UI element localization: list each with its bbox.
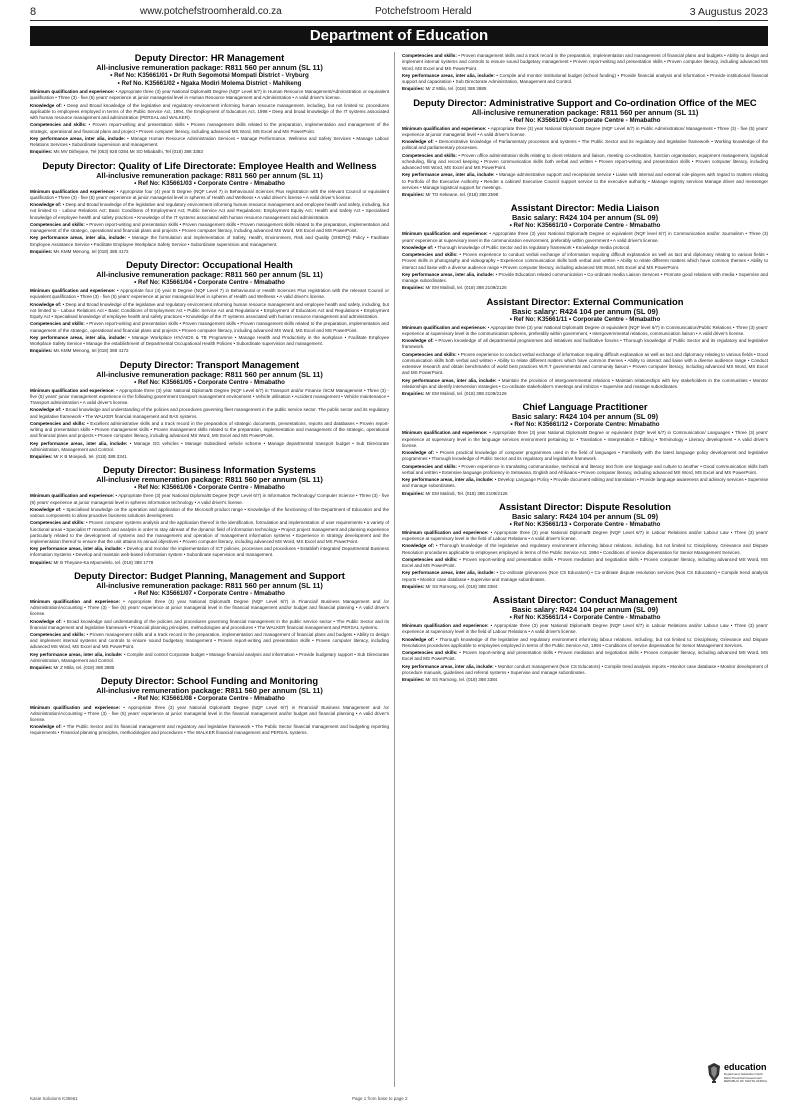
- paragraph-body: • Manage the formulation and implementation of Safety, Health, Environment, Risk and Quality (SHERQ) Policy • Facilitate Employee Assistance Service • Facilitate Employee Workplace Safety Service • Subordinate supervision and management.: [30, 235, 389, 247]
- paragraph-heading: Key performance areas, inter alia, include:: [402, 570, 495, 576]
- paragraph-heading: Key performance areas, inter alia, include:: [30, 235, 127, 241]
- paragraph-heading: Enquiries:: [402, 192, 425, 197]
- paragraph-heading: Key performance areas, inter alia, include:: [402, 172, 495, 178]
- requirement-paragraph: [402, 352, 768, 377]
- paragraph-heading: Competencies and skills:: [30, 321, 85, 327]
- paragraph-heading: Knowledge of:: [30, 407, 62, 413]
- job-advert: [30, 52, 389, 156]
- paragraph-body: • Deep and Broad knowledge of the legislative and regulatory environment informing human resource management, including, but not limited to: procedures applicable to employees employed in terms of the Public Service Act, 1994, the Employment of Educators Act, 1998 • Deep and broad knowledge of the IT systems associated with human resource management and administration (PERSAL and WALKER).: [30, 102, 389, 120]
- paragraph-heading: Key performance areas, inter alia, include:: [30, 440, 128, 446]
- job-title: Deputy Director: Occupational Health: [126, 259, 293, 270]
- remuneration-package: Basic salary: R424 104 per annum (SL 09): [511, 412, 659, 422]
- requirement-paragraph: [402, 584, 768, 590]
- paragraph-heading: Competencies and skills:: [402, 152, 457, 158]
- reference-number: • Ref No: K35661/10 • Corporate Centre - Mmabatho: [509, 222, 661, 230]
- job-title: Deputy Director: School Funding and Monitoring: [100, 675, 319, 687]
- job-advert: [402, 501, 768, 590]
- paragraph-body: • Proven report-writing and presentation skills • Proven mediation and negotiation skills • Proven computer literacy, including advanced MS Word, MS Excel and MS PowerPoint.: [402, 556, 768, 568]
- paragraph-heading: Enquiries:: [30, 348, 53, 354]
- job-title: Chief Language Practitioner: [522, 401, 648, 413]
- paragraph-heading: Minimum qualification and experience:: [30, 89, 115, 95]
- paragraph-body: • Proven management skills and a track record in the preparation, implementation and management of financial plans and budgets • Ability to design and implement internal systems and controls to ensure sound budgetary management • Proven report-writing and presentation skills • Proven computer literacy, including advanced MS Word, MS Excel and MS PowerPoint.: [402, 53, 768, 71]
- requirement-paragraph: [30, 103, 389, 121]
- paragraph-body: • Appropriate three (3) year National Diploma/B Degree or equivalent (NQF level 6/7) in Communication and/or Journalism • Three (3) years' experience at supervisory level in the communication environment, preferably within government • A valid driver's license.: [402, 231, 768, 243]
- job-advert: [30, 359, 389, 461]
- paragraph-body: • Appropriate four (4) year B Degree (NQF Level 7) in Behavioural Sciences Plus registration with the relevant Council or equivalent qualification • Three (3) - five (5) years' experience at junior managerial level in spheres of Health and Wellness • A valid driver's license • A valid driver's license.: [30, 188, 389, 200]
- remuneration-package: Basic salary: R424 104 per annum (SL 09): [511, 213, 659, 223]
- remuneration-package: All-inclusive remuneration package: R811 560 per annum (SL 11): [96, 63, 323, 72]
- logo-word: education: [724, 1062, 767, 1072]
- paragraph-heading: Enquiries:: [402, 391, 425, 396]
- requirement-paragraph: [402, 325, 768, 337]
- reference-number: • Ref No: K35661/01 • Dr Ruth Segomotsi Mompati District - Vryburg: [110, 72, 309, 79]
- paragraph-heading: Competencies and skills:: [402, 252, 458, 258]
- paragraph-heading: Competencies and skills:: [30, 221, 85, 227]
- remuneration-package: All-inclusive remuneration package: R811 560 per annum (SL 11): [471, 107, 699, 117]
- paragraph-heading: Enquiries:: [30, 149, 53, 155]
- paragraph-body: • Appropriate three (3) year National Diploma/B Degree (NQF Level 6/7) in Information Technology/ Computer Science • Three (3) - five (5) years' experience at junior managerial level in spheres information technology • A valid driver's license.: [30, 493, 389, 505]
- paragraph-heading: Key performance areas, inter alia, include:: [402, 477, 494, 482]
- paragraph-body: • Proven computer systems analysis and the application thereof in the identification, formulation and implementation of user requirements • a variety of functional areas • Specialist IT research and analysis in order to stay abreast of the dynamic field of information technology • Project project management and planning experience particularly related to the development of systems and the management and operation of management information systems • Experience in strategy development and the implementation thereof to ensure that the unit attains its annual objectives • Proven computer literacy, including advanced MS Word, MS Excel and MS PowerPoint.: [30, 520, 389, 544]
- paragraph-body: • Thorough knowledge of the legislative and regulatory environment informing labour relations, including, but not limited to: Disciplinary, Grievance and Dispute Resolution procedures applicable to employees employed in terms of the Public Service Act, 1994 • Conditions of service dispensation for Senior Management Services.: [402, 543, 768, 555]
- paragraph-heading: Minimum qualification and experience:: [402, 125, 487, 131]
- requirement-paragraph: [30, 302, 389, 320]
- paragraph-body: • Appropriate three (3) year National Diploma/B Degree (NQF Level 6/7) in Financial/ Business Management and /or Administration/Accounting • Three (3) - five (5) years' experience at junior managerial level in the financial management and/or budget and financial planning • A valid driver's license.: [30, 599, 389, 617]
- paragraph-body: • Proven report-writing and presentation skills • Proven management skills related to the preparation, implementation and management of the strategic, operational and financial plans and project • Proven computer literacy, including advanced MS Word, MS Excel and MS PowerPoint.: [30, 122, 389, 134]
- paragraph-body: • Thorough knowledge of the legislative and regulatory environment informing labour relations, including, but not limited to: Disciplinary, Grievance and Dispute Resolutions procedures applicable to employees employed in terms of the Public Service Act, 1994 • Conditions of service dispensation for Senior Management Services.: [402, 636, 768, 648]
- paragraph-heading: Competencies and skills:: [30, 122, 87, 128]
- paragraph-heading: Knowledge of:: [402, 450, 435, 455]
- paragraph-body: • Compile and monitor institutional budget (school funding) • Provide financial analysis and information • Provide institutional financial support and capacitation • Sub Directorate Administration, Management and Control.: [402, 72, 768, 84]
- job-title: Assistant Director: External Communication: [486, 295, 684, 307]
- requirement-paragraph: [402, 245, 768, 251]
- paragraph-body: • Demonstrative knowledge of Parliamentary processes and systems • The Public Sector and its regulatory and legislative framework • Working knowledge of the political and parliamentary processes.: [402, 139, 768, 151]
- requirement-paragraph: [30, 546, 389, 558]
- paragraph-body: • Broad knowledge and understanding of the policies and procedures governing financial management in the public service sector • The Public Sector and its financial management and legislative framework • Financial planning principles, methodologies and procedures • The WALKER financial management and PERSAL systems.: [30, 618, 389, 630]
- job-advert: [402, 53, 768, 92]
- requirement-paragraph: [402, 677, 768, 683]
- requirement-paragraph: [30, 348, 389, 354]
- paragraph-body: • Appropriate four (4) year B Degree (NQF Level 7) in Behavioural or Health Sciences Plus registration with the relevant Council or equivalent qualification • Three (3) - five (5) years' experience at junior managerial level in spheres of Health and Wellness • A valid driver's license.: [30, 288, 389, 300]
- paragraph-body: • Develop Language Policy • Provide document editing and translation • Provide language awareness and advisory services • Supervise and manage subordinates.: [402, 477, 768, 489]
- job-title: Assistant Director: Conduct Management: [492, 594, 678, 605]
- job-advert: [30, 570, 389, 672]
- page-number: 8: [30, 6, 37, 18]
- job-advert: [30, 464, 389, 566]
- requirement-paragraph: [30, 493, 389, 505]
- requirement-paragraph: [402, 192, 768, 198]
- paragraph-heading: Minimum qualification and experience:: [30, 188, 116, 194]
- paragraph-heading: Knowledge of:: [402, 543, 434, 549]
- paragraph-body: • Broad knowledge and understanding of the policies and procedures governing fleet management in the public service sector. The public sector and its regulatory and legislative framework • The WALKER financial management and BAS systems.: [30, 407, 389, 419]
- requirement-paragraph: [30, 407, 389, 419]
- paragraph-body: • Proven knowledge of all departmental programmes and initiatives and facilitative forums • Thorough knowledge of Public Sector and its regulatory and legislative framework.: [402, 338, 768, 350]
- paragraph-body: • Proven office administration skills relating to client relations and liaison, meeting co-ordination, function organisation, equipment management, logistical scheduling, filing and record keeping • Proven communication skills both verbal and written • Proven report-writing and presentation skills • Proven computer literacy, including advanced MS Word, MS Excel and MS PowerPoint.: [402, 152, 768, 170]
- footer-reference: Kasie Solutions K35661: [30, 1096, 78, 1101]
- requirement-paragraph: [30, 89, 389, 101]
- reference-number: • Ref No: K35661/04 • Corporate Centre - Mmabatho: [134, 279, 285, 286]
- requirement-paragraph: [402, 637, 768, 649]
- paragraph-body: • Proven experience to conduct verbal exchange of information requiring difficult explanation as well as tact and diplomacy relating to various fields • Proven skills in photography and videography • Experience communication skills both verbal and written • Ability to relate different matters which have common themes • Ability to interact and liaise with a diverse audience range • Proven computer literacy, including advanced MS Word, MS Excel and MS PowerPoint.: [402, 252, 768, 270]
- newspaper-name: Potchefstroom Herald: [375, 6, 472, 17]
- paragraph-body: • Maintain the provision of intergovernmental relations • Maintain relationships with key stakeholders in the communities • Monitor relationships and identify intervention strategies • Co-ordinate stakeholder's meetings and imbizos • Supervise and manage subordinates.: [402, 377, 768, 389]
- job-title: Assistant Director: Media Liaison: [510, 202, 660, 214]
- paragraph-body: • Manage administrative support and receptionist service • Liaise with internal and external role-players with regard to matters relating to Portfolio of the Executive Authority • Render a cabinet/ Executive Council support service to the executive authority • Manage registry services Manage driver and messenger services • Manage logistical support for meetings.: [402, 172, 768, 190]
- paragraph-heading: Key performance areas, inter alia, include:: [30, 334, 127, 340]
- remuneration-package: All-inclusive remuneration package: R811 560 per annum (SL 11): [96, 170, 323, 180]
- remuneration-package: All-inclusive remuneration package: R811 560 per annum (SL 11): [96, 580, 323, 590]
- requirement-paragraph: [402, 285, 768, 291]
- paragraph-heading: Minimum qualification and experience:: [402, 324, 487, 330]
- paragraph-heading: Minimum qualification and experience:: [402, 231, 488, 237]
- job-advert: [402, 202, 768, 291]
- requirement-paragraph: [30, 222, 389, 234]
- requirement-paragraph: [402, 650, 768, 662]
- paragraph-heading: Key performance areas, inter alia, include:: [402, 377, 497, 383]
- paragraph-heading: Knowledge of:: [30, 102, 62, 108]
- paragraph-heading: Knowledge of:: [30, 618, 62, 624]
- paragraph-body: • Proven experience to conduct verbal exchange of information requiring difficult explanation as well as tact and diplomacy relating to various fields • Good communication skills both verbal and written • Ability to relate different matters which have common themes • Ability to interact and liaise with a diverse audience range • Conduct extensive research and obtain benchmarks of world best practices W.R.T governmental and community liaison • Proven computer literacy, including advanced MS Word, MS Excel and MS PowerPoint.: [402, 351, 768, 376]
- paragraph-body: • Thorough knowledge of Public Sector and its regulatory framework • Knowledge media protocol.: [433, 244, 631, 250]
- paragraph-body: • Appropriate three (3) year National Diploma/B Degree or equivalent (NQF level 6/7) in Communication/ Languages • Three (3) years' experience at supervisory level in the language services environment pertaining to: • Translation • Interpretation • Editing • Terminology • Literacy development • A valid driver's license.: [402, 430, 768, 448]
- paragraph-body: • The Public Sector and its financial management and regulatory and legislative framework • The Public Sector financial management and budgeting reporting requirements • Financial planning principles, methodologies and procedures • The WALKER financial management and PERSAL systems.: [30, 724, 389, 736]
- reference-number: • Ref No: K35661/06 • Corporate Centre - Mmabatho: [134, 484, 285, 492]
- paragraph-heading: Enquiries:: [30, 454, 53, 459]
- footer-page-info: Page 1 from base to page 2: [352, 1096, 408, 1101]
- requirement-paragraph: [402, 126, 768, 138]
- paragraph-body: Ms KMM Menong, tel (018) 388 4172: [52, 248, 129, 254]
- left-column: [30, 52, 395, 1087]
- requirement-paragraph: [30, 189, 389, 201]
- paragraph-heading: Knowledge of:: [30, 506, 62, 512]
- requirement-paragraph: [30, 136, 389, 148]
- remuneration-package: Basic salary: R424 104 per annum (SL 09): [511, 511, 659, 521]
- paragraph-heading: Minimum qualification and experience:: [30, 387, 115, 393]
- requirement-paragraph: [30, 705, 389, 723]
- paragraph-body: Mr EM Malindi, tel. (018) 388 2109/2126: [424, 285, 507, 291]
- reference-number: • Ref No: K35661/14 • Corporate Centre - Mmabatho: [509, 614, 661, 621]
- paragraph-body: • Appropriate three (3) year National Diploma/B Degree (NQF Level 6/7) in Labour Relations and/or Labour Law • Three (3) years' experience at supervisory level in the field of Labour Relations • A valid driver's license.: [402, 529, 768, 541]
- paragraph-body: Mr EM Malindi, Tel. (018) 388 2109/2126: [424, 490, 508, 496]
- paragraph-heading: Knowledge of:: [30, 202, 62, 208]
- requirement-paragraph: [30, 321, 389, 333]
- reference-number: • Ref No. K35661/02 • Ngaka Modiri Molema District - Mahikeng: [117, 80, 302, 87]
- requirement-paragraph: [402, 464, 768, 476]
- remuneration-package: All-inclusive remuneration package: R811 560 per annum (SL 11): [96, 686, 323, 696]
- paragraph-body: • Appropriate three (3) year National Diploma/B Degree (NQF Level 6/7) in Human Resource Management/Administration or equivalent qualification • Three (3) - five (5) years' experience at junior managerial level in Human Resource Management and Administration • A valid driver's license.: [30, 89, 390, 101]
- paragraph-heading: Enquiries:: [30, 559, 53, 565]
- requirement-paragraph: [402, 231, 768, 243]
- paragraph-heading: Knowledge of:: [30, 724, 62, 730]
- paragraph-body: Mr Z Mtila, tel. (018) 388 3885: [52, 665, 115, 671]
- requirement-paragraph: [30, 724, 389, 736]
- reference-number: • Ref No: K35661/03 • Corporate Centre - Mmabatho: [134, 179, 285, 187]
- paragraph-heading: Key performance areas, inter alia, include:: [30, 135, 126, 141]
- job-advert: [30, 259, 389, 355]
- paragraph-body: Mr Z Mtila, tel. (018) 388 3885: [424, 86, 487, 92]
- paragraph-heading: Key performance areas, inter alia, include:: [30, 546, 123, 552]
- requirement-paragraph: [402, 477, 768, 489]
- paragraph-heading: Minimum qualification and experience:: [30, 493, 115, 499]
- requirement-paragraph: [402, 530, 768, 542]
- coat-of-arms-icon: [706, 1062, 722, 1084]
- paragraph-body: • Specialised knowledge on the operation and application of the Microsoft product range • Knowledge of the functioning of the Department of Education and the various components to allow proactive business solutions development.: [30, 506, 389, 518]
- paragraph-heading: Competencies and skills:: [402, 351, 457, 357]
- reference-number: • Ref No: K35661/11 • Corporate Centre - Mmabatho: [509, 315, 661, 323]
- reference-number: • Ref No: K35661/07 • Corporate Centre - Mmabatho: [134, 589, 285, 597]
- paragraph-body: Mr SS Ramong, tel. (018) 388 3384: [424, 677, 498, 683]
- job-advert: [402, 594, 768, 683]
- paragraph-heading: Minimum qualification and experience:: [30, 704, 120, 710]
- requirement-paragraph: [30, 388, 389, 406]
- paragraph-body: • Manage Human Resource Administration Services • Manage Performance, Wellness and Safety Services • Manage Labour Relations Services • Subordinate supervision and management.: [30, 135, 389, 147]
- paragraph-body: • Appropriate three (3) year National Diploma/B Degree (NQF Level 6/7) in Transport and/or Finance /SCM Management • Three (3) - five (5) years' junior management experience in the following government transport management environment • Vehicle utilisation • Accident management • Vehicle maintenance • Transport administration • A valid driver's license.: [30, 387, 389, 405]
- requirement-paragraph: [30, 652, 389, 664]
- paragraph-body: • Proven practical knowledge of computer programmes used in the field of languages • Familiarity with the latest language policy development and legislative programmes • Thorough knowledge of Public Sector and its regulatory and legislative framework.: [402, 450, 768, 462]
- remuneration-package: All-inclusive remuneration package: R811 560 per annum (SL 11): [96, 475, 323, 485]
- requirement-paragraph: [30, 249, 389, 255]
- job-advert: [30, 160, 389, 256]
- paragraph-heading: Minimum qualification and experience:: [402, 529, 489, 535]
- job-title: Deputy Director: Business Information Systems: [102, 464, 317, 476]
- remuneration-package: Basic salary: R424 104 per annum (SL 09): [511, 306, 659, 316]
- paragraph-body: • Manage Workplace HIV/AIDS & TB Programme • Manage Health and Productivity in the workplace • Facilitate Employee Workplace Safety Service • Manage the establishment of Departmental Occupational Health Policies • Subordinate supervision and management.: [30, 334, 390, 346]
- requirement-paragraph: [402, 338, 768, 350]
- paragraph-body: Ms MV Dithejane, Tel (053) 928 0284 Mr SD Mbabathi, Tel (018) 388 3383: [52, 149, 203, 155]
- job-title: Deputy Director: Quality of Life Directorate: Employee Health and Wellness: [42, 159, 377, 171]
- paragraph-heading: Minimum qualification and experience:: [402, 623, 489, 629]
- page-header: [30, 4, 768, 20]
- requirement-paragraph: [30, 441, 389, 453]
- paragraph-body: • Manage GG vehicles • Manage Subsidised vehicle scheme • Manage departmental transport budget • Sub Directorate Administration, Management and Control.: [30, 440, 389, 452]
- paragraph-body: • Proven management skills and a track record in the preparation, implementation and management of financial plans and budgets • Ability to design and implement internal systems and controls to ensure sound budgetary management • Proven report-writing and presentation skills • Proven computer literacy, including advanced MS Word, MS Excel and MS PowerPoint.: [30, 632, 389, 650]
- job-title: Deputy Director: Transport Management: [119, 358, 300, 370]
- paragraph-heading: Enquiries:: [30, 248, 53, 254]
- paragraph-body: Mr B Theyane-Ka Mpumelelo, tel. (018) 388 1778: [52, 559, 154, 565]
- paragraph-body: Ms KMM Menong, tel (018) 388 4172: [52, 348, 129, 354]
- paragraph-heading: Competencies and skills:: [402, 556, 458, 562]
- remuneration-package: All-inclusive remuneration package: R811 560 per annum (SL 11): [96, 369, 323, 379]
- paragraph-body: • Develop and monitor the implementation of ICT policies, processes and procedures • Establish integrated Departmental Business Information Systems • Develop and maintain web-based information system • Subordinate supervision and management.: [30, 546, 390, 558]
- logo-subtitle: Department: Education North West Provincial Government REPUBLIC OF SOUTH AFRICA: [724, 1072, 768, 1084]
- paragraph-heading: Enquiries:: [402, 490, 425, 496]
- requirement-paragraph: [402, 450, 768, 462]
- requirement-paragraph: [402, 252, 768, 270]
- paragraph-body: • Proven experience in translating communicative, technical and literacy text from one language and culture to another • Good communication skills both verbal and written • Extensive language proficiency in Setswana, English and Afrikaans • Proven computer literacy, including advanced MS Word, MS Excel and MS PowerPoint.: [402, 463, 768, 475]
- website-url[interactable]: www.potchefstroomherald.co.za: [140, 6, 282, 17]
- job-advert: [30, 675, 389, 736]
- paragraph-body: • Provide Education related communication • Co-ordinate media Liaison Services • Promote good relations with media • Supervise and manage subordinates.: [402, 271, 768, 283]
- paragraph-heading: Knowledge of:: [402, 244, 434, 250]
- requirement-paragraph: [30, 122, 389, 134]
- remuneration-package: Basic salary: R424 104 per annum (SL 09): [511, 605, 659, 614]
- paragraph-body: • Deep and Broad knowledge of the legislative and regulatory environment informing human resource management and employee health and safety, including, but not limited to - Labour Relations Act • Basic Conditions of Employment Act • Public Service Act and Regulations • Employment of Educators Act and Regulations • Employment Equity Act • Specialised knowledge of employee health and safety practices • Knowledge of the IT systems associated with human resource management and administration.: [30, 301, 389, 319]
- requirement-paragraph: [30, 560, 389, 566]
- paragraph-body: • Deep and Broad knowledge of the legislative and regulatory environment informing human resource management and employee health and safety, including, but not limited to - Labour Relations Act; Basic Conditions of Employment Act; Public Service Act and Regulations; Employment Equity Act; Health and Safety Act • Specialised knowledge of employee health and safety practices • Knowledge of the IT systems associated with human resource management and administration.: [30, 202, 389, 220]
- reference-number: • Ref No: K35661/09 • Corporate Centre - Mmabatho: [509, 116, 661, 124]
- job-advert: [402, 296, 768, 398]
- paragraph-heading: Competencies and skills:: [30, 520, 85, 526]
- paragraph-heading: Knowledge of:: [402, 139, 434, 145]
- paragraph-body: Mr SS Ramong, tel. (018) 388 3384: [424, 583, 498, 589]
- job-advert: [402, 97, 768, 199]
- header-divider: [30, 20, 768, 21]
- reference-number: • Ref No: K35661/13 • Corporate Centre - Mmabatho: [509, 520, 661, 528]
- paragraph-body: • Monitor conduct management (Non CS Educators) • Compile trend analysis reports • Monitor case database • Monitor development of procedure manuals, guidelines and referral systems • Supervise and manage subordinates.: [402, 663, 768, 675]
- paragraph-heading: Enquiries:: [30, 665, 53, 671]
- paragraph-body: Mr K B Moepedi, tel. (018) 388 3341: [52, 454, 127, 459]
- requirement-paragraph: [402, 172, 768, 190]
- requirement-paragraph: [402, 378, 768, 390]
- paragraph-heading: Minimum qualification and experience:: [402, 430, 488, 436]
- paragraph-heading: Minimum qualification and experience:: [30, 599, 120, 604]
- paragraph-body: • Excellent administrative skills and a track record in the preparation of strategic documents, presentations, reports and databases • Proven report-writing and presentation skills • Proven management skills • Proven management skills related to the preparation, implementation and management of the strategic, operational and financial plans and projects • Proven computer literacy, including advanced MS Word, MS Excel and MS PowerPoint.: [30, 420, 389, 439]
- requirement-paragraph: [402, 491, 768, 497]
- requirement-paragraph: [402, 664, 768, 676]
- requirement-paragraph: [30, 454, 389, 460]
- paragraph-heading: Knowledge of:: [402, 338, 434, 344]
- requirement-paragraph: [30, 202, 389, 220]
- requirement-paragraph: [30, 599, 389, 617]
- paragraph-body: • Proven report-writing and presentation skills • Proven management skills • Proven management skills related to the preparation, implementation and management of the strategic, operational and financial plans and projects • Proven computer literacy, including advanced MS Word, MS Excel and MS PowerPoint.: [30, 321, 389, 333]
- paragraph-heading: Key performance areas, inter alia, include:: [402, 72, 495, 78]
- reference-number: • Ref No: K35661/05 • Corporate Centre - Mmabatho: [134, 378, 285, 386]
- education-logo: [706, 1062, 768, 1092]
- paragraph-body: • Compile and control Corporate budget • Manage financial analysis and information • Provide budgetary support • Sub Directorate Administration, Management and Control.: [30, 651, 389, 663]
- paragraph-heading: Knowledge of:: [30, 301, 62, 307]
- paragraph-body: Mr TO Kekeane, tel. (018) 388 2598: [424, 192, 499, 197]
- paragraph-heading: Competencies and skills:: [402, 463, 457, 469]
- job-title: Deputy Director: Administrative Support and Co-ordination Office of the MEC: [413, 96, 757, 108]
- paragraph-body: • Appropriate three (3) year National Diploma/B Degree (NQF Level 6/7) in Labour Relations and/or Labour Law • Three (3) years' experience at supervisory level in the field of Labour Relations • A valid driver's license.: [402, 623, 768, 635]
- requirement-paragraph: [30, 632, 389, 650]
- job-title: Deputy Director: Budget Planning, Management and Support: [74, 569, 345, 581]
- requirement-paragraph: [402, 73, 768, 85]
- requirement-paragraph: [30, 665, 389, 671]
- paragraph-heading: Enquiries:: [402, 86, 425, 92]
- paragraph-heading: Key performance areas, inter alia, include:: [402, 663, 494, 669]
- requirement-paragraph: [402, 430, 768, 448]
- requirement-paragraph: [30, 507, 389, 519]
- paragraph-body: • Appropriate three (3) year National Diploma/B Degree (NQF Level 6/7) in Financial/ Business Management and /or Administration/Accounting • Three (3) - five (5) years' experience at junior managerial level in the financial management and/or budget and financial planning • A valid driver's license.: [30, 704, 389, 722]
- paragraph-heading: Minimum qualification and experience:: [30, 288, 116, 294]
- paragraph-heading: Competencies and skills:: [402, 650, 458, 656]
- paragraph-heading: Competencies and skills:: [30, 420, 86, 426]
- right-column: [402, 52, 768, 1087]
- paragraph-body: • Proven report-writing and presentation skills • Proven management skills • Proven management skills related to the preparation, implementation and management of the strategic, operational and financial plans and projects • Proven computer literacy, including advanced MS Word, MS Excel and MS PowerPoint.: [30, 221, 389, 233]
- paragraph-heading: Competencies and skills:: [402, 53, 457, 59]
- requirement-paragraph: [402, 623, 768, 635]
- paragraph-body: • Appropriate three (3) year National Diploma/B Degree or equivalent (NQF level 6/7) in Communication/Public Relations • Three (3) years' experience at supervisory level in the communication spheres, preferably within government, • Intergovernmental relations, communication liaison • A valid driver's license.: [402, 324, 768, 336]
- requirement-paragraph: [402, 139, 768, 151]
- requirement-paragraph: [30, 235, 389, 247]
- paragraph-heading: Enquiries:: [402, 677, 425, 683]
- requirement-paragraph: [30, 288, 389, 300]
- paragraph-body: • Appropriate three (3) year National Diploma/B Degree (NQF Level 6/7) in Public Administration/ Management • Three (3) - five (5) years' experience at junior managerial level • A valid driver's license.: [402, 125, 768, 137]
- requirement-paragraph: [402, 86, 768, 92]
- paragraph-body: • Co-ordinate grievances (Non CS Educators) • Co-ordinate dispute resolution services (Non CS Educators) • Compile trend analysis reports • Monitor case database • Supervise and manage subordinates.: [402, 570, 768, 582]
- requirement-paragraph: [402, 543, 768, 555]
- requirement-paragraph: [402, 391, 768, 397]
- requirement-paragraph: [402, 557, 768, 569]
- issue-date: 3 Augustus 2023: [689, 6, 768, 18]
- requirement-paragraph: [30, 421, 389, 439]
- paragraph-heading: Key performance areas, inter alia, include:: [402, 271, 495, 277]
- job-title: Assistant Director: Dispute Resolution: [499, 500, 671, 512]
- requirement-paragraph: [30, 520, 389, 545]
- reference-number: • Ref No: K35661/12 • Corporate Centre: Mmabatho: [510, 421, 660, 429]
- requirement-paragraph: [402, 153, 768, 171]
- requirement-paragraph: [30, 335, 389, 347]
- paragraph-heading: Knowledge of:: [402, 636, 434, 642]
- job-title: Deputy Director: HR Management: [134, 52, 285, 63]
- paragraph-heading: Enquiries:: [402, 285, 425, 291]
- requirement-paragraph: [402, 53, 768, 71]
- paragraph-body: Mr EM Malindi, tel. (018) 388 2109/2126: [424, 391, 507, 396]
- paragraph-heading: Competencies and skills:: [30, 632, 85, 638]
- paragraph-heading: Key performance areas, inter alia, include:: [30, 651, 123, 657]
- requirement-paragraph: [30, 619, 389, 631]
- reference-number: • Ref No: K35661/08 • Corporate Centre - Mmabatho: [134, 695, 285, 703]
- requirement-paragraph: [30, 149, 389, 155]
- paragraph-body: • Proven report-writing and presentation skills • Proven mediation and negotiation skills • Proven computer literacy, including advanced MS Word, MS Excel and MS PowerPoint.: [402, 650, 768, 662]
- paragraph-heading: Enquiries:: [402, 583, 425, 589]
- job-advert: [402, 401, 768, 497]
- requirement-paragraph: [402, 272, 768, 284]
- department-banner: Department of Education: [30, 26, 768, 46]
- requirement-paragraph: [402, 570, 768, 582]
- remuneration-package: All-inclusive remuneration package: R811 560 per annum (SL 11): [96, 270, 323, 279]
